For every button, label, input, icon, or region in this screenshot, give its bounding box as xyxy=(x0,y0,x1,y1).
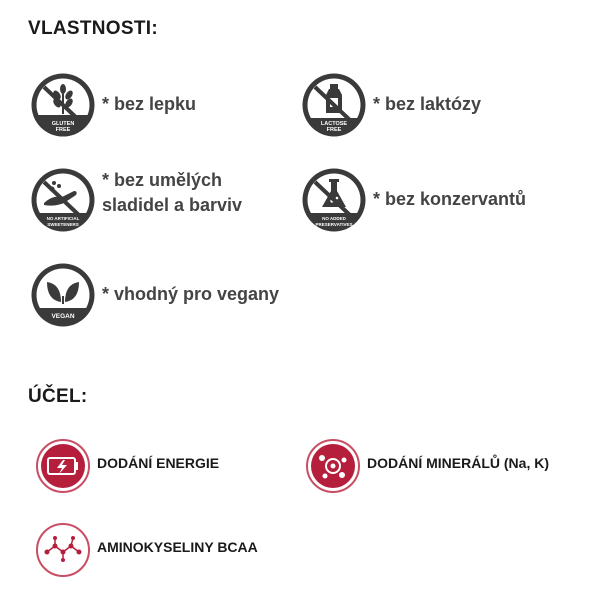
no-added-preservatives-icon xyxy=(301,167,367,233)
svg-text:NO ARTIFICIAL: NO ARTIFICIAL xyxy=(46,216,80,221)
property-label: * vhodný pro vegany xyxy=(102,284,280,304)
svg-text:GLUTEN: GLUTEN xyxy=(51,121,75,127)
purpose-heading: ÚČEL: xyxy=(28,386,88,407)
svg-text:SWEETENERS: SWEETENERS xyxy=(47,222,79,227)
property-label-line-1: * bez umělých xyxy=(102,170,223,190)
minerals-icon xyxy=(305,438,361,494)
property-label xyxy=(102,168,242,218)
svg-text:FREE: FREE xyxy=(326,127,342,133)
purpose-label: DODÁNÍ ENERGIE xyxy=(97,455,220,471)
svg-text:VEGAN: VEGAN xyxy=(51,313,75,320)
gluten-free-icon xyxy=(30,72,96,138)
energy-battery-icon xyxy=(35,438,91,494)
svg-text:LACTOSE: LACTOSE xyxy=(320,121,348,127)
svg-text:FREE: FREE xyxy=(55,127,71,133)
purpose-label: DODÁNÍ MINERÁLŮ (Na, K) xyxy=(367,455,549,471)
no-artificial-sweeteners-icon xyxy=(30,167,96,233)
purpose-label: AMINOKYSELINY BCAA xyxy=(97,539,258,555)
svg-text:PRESERVATIVES: PRESERVATIVES xyxy=(315,222,353,227)
property-label: * bez konzervantů xyxy=(373,189,527,209)
property-label-line-2: sladidel a barviv xyxy=(102,195,243,215)
vegan-icon xyxy=(30,262,96,328)
properties-heading: VLASTNOSTI: xyxy=(28,18,158,39)
lactose-free-icon xyxy=(301,72,367,138)
property-label: * bez lepku xyxy=(102,94,197,114)
bcaa-molecule-icon xyxy=(35,522,91,578)
svg-text:NO ADDED: NO ADDED xyxy=(322,216,346,221)
property-label: * bez laktózy xyxy=(373,94,482,114)
